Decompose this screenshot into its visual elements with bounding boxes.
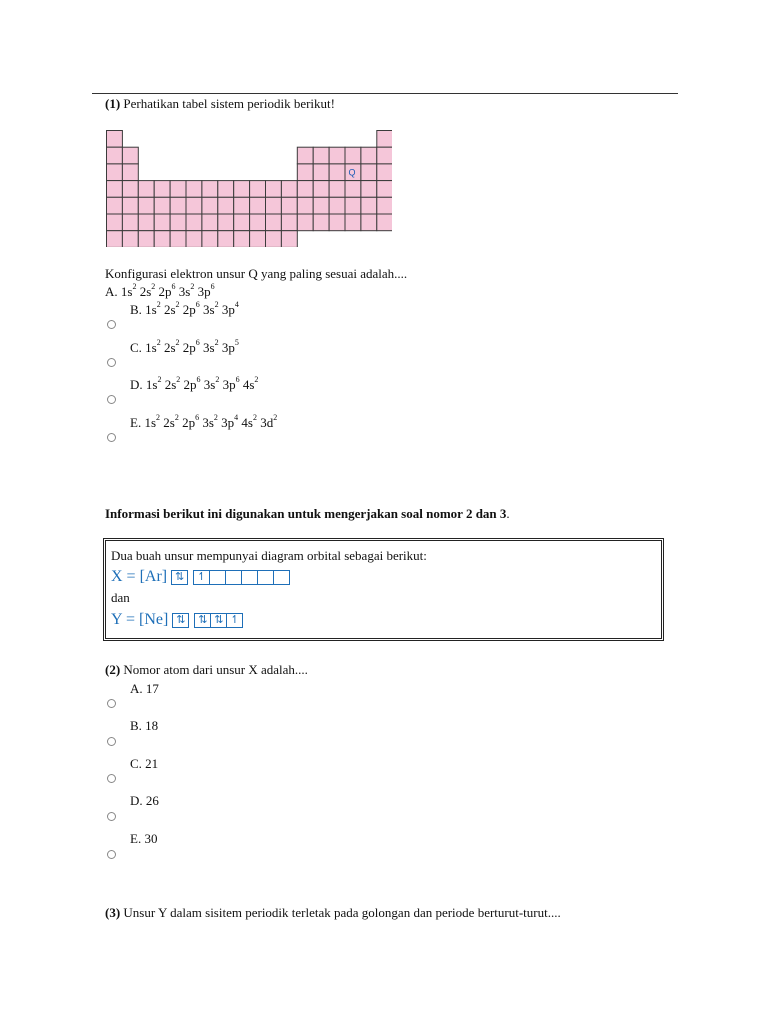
orbital-term: $2p^6$ [182,338,200,355]
orbital-intro: Dua buah unsur mempunyai diagram orbital sebagai berikut: [111,548,427,563]
question-3-text: Unsur Y dalam sisitem periodik terletak pada golongan dan periode berturut-turut.... [123,905,561,920]
periodic-cell [154,214,170,231]
periodic-cell [107,147,123,164]
orbital-term: $3d^2$ [260,413,278,430]
orbital-term: $2p^6$ [158,282,176,299]
orbital-term: $3s^2$ [203,338,219,355]
q1-option-d [130,377,258,393]
orbital-term: $1s^2$ [145,300,161,317]
periodic-cell [297,214,313,231]
periodic-cell [266,197,282,214]
q1-option-d-letter: D. [130,377,143,392]
periodic-cell [138,197,154,214]
periodic-cell [234,197,250,214]
orbital-y-label: Y = [Ne] [111,611,169,628]
q1-option-e [130,415,277,431]
periodic-cell [329,197,345,214]
orbital-term: $2s^2$ [163,300,180,317]
periodic-cell [361,214,377,231]
periodic-cell [202,214,218,231]
periodic-cell [266,181,282,198]
periodic-cell [297,164,313,181]
periodic-cell [281,231,297,247]
question-1-number: (1) [105,96,121,111]
orbital-y-3s [172,611,188,628]
q1-option-d-radio[interactable] [107,395,116,404]
q2-option-d-value: 26 [145,793,159,808]
q2-option-c-radio[interactable] [107,774,116,783]
q1-option-b-radio[interactable] [107,320,116,329]
q1-option-b-letter: B. [130,302,142,317]
periodic-cell [345,197,361,214]
periodic-cell [313,197,329,214]
orbital-term: $3s^2$ [202,413,218,430]
orbital-term: $4s^2$ [242,375,259,392]
q2-option-c [130,756,158,772]
periodic-cell [202,231,218,247]
orbital-term: $3p^4$ [221,413,239,430]
periodic-cell [122,164,138,181]
orbital-term: $3s^2$ [203,375,220,392]
q1-option-e-config [144,415,277,430]
periodic-cell [313,147,329,164]
orbital-y-3p [194,611,242,628]
periodic-cell [186,181,202,198]
orbital-box: ⇅ [172,613,189,628]
q2-option-b-letter: B. [130,718,142,733]
periodic-cell [297,197,313,214]
orbital-term: $3p^6$ [197,282,215,299]
periodic-cell [329,164,345,181]
orbital-term: $4s^2$ [241,413,257,430]
periodic-cell [377,164,392,181]
periodic-cell [234,231,250,247]
orbital-term: $3p^4$ [221,300,239,317]
orbital-term: $2p^6$ [182,300,200,317]
question-2-number: (2) [105,662,121,677]
q1-option-e-letter: E. [130,415,142,430]
periodic-cell [122,214,138,231]
orbital-box [225,570,242,585]
periodic-cell [297,147,313,164]
periodic-cell [313,181,329,198]
periodic-cell [218,231,234,247]
question-2-text: Nomor atom dari unsur X adalah.... [123,662,308,677]
orbital-y-row [111,611,242,629]
orbital-box: ↿ [193,570,210,585]
q2-option-c-letter: C. [130,756,142,771]
q2-option-d-letter: D. [130,793,143,808]
periodic-cell [281,181,297,198]
periodic-cell [345,181,361,198]
periodic-cell [107,164,123,181]
periodic-cell [281,197,297,214]
periodic-cell [107,214,123,231]
orbital-term: $2s^2$ [163,338,180,355]
orbital-term: $1s^2$ [120,282,137,299]
info-heading: Informasi berikut ini digunakan untuk mengerjakan soal nomor 2 dan 3. [105,506,510,521]
orbital-term: $2s^2$ [139,282,156,299]
orbital-term: $3s^2$ [178,282,195,299]
periodic-cell [250,231,266,247]
periodic-cell [186,197,202,214]
periodic-cell [266,214,282,231]
question-2 [105,662,308,678]
orbital-box: ↿ [226,613,243,628]
orbital-info-box [103,538,664,641]
periodic-cell [202,197,218,214]
periodic-cell [250,181,266,198]
periodic-cell [122,147,138,164]
periodic-cell [329,181,345,198]
periodic-cell [170,197,186,214]
periodic-cell [107,131,123,148]
q2-option-e-letter: E. [130,831,142,846]
orbital-term: $1s^2$ [145,338,161,355]
periodic-cell [138,231,154,247]
q1-option-e-radio[interactable] [107,433,116,442]
question-3 [105,905,561,921]
q1-option-c-letter: C. [130,340,142,355]
periodic-cell [186,231,202,247]
periodic-cell [107,231,123,247]
q2-option-b-value: 18 [145,718,159,733]
periodic-cell [377,197,392,214]
orbital-x-row [111,568,289,586]
periodic-cell [107,197,123,214]
q1-option-a-letter: A. [105,284,118,299]
orbital-term: $3s^2$ [203,300,219,317]
periodic-cell [266,231,282,247]
periodic-cell [218,197,234,214]
orbital-box [241,570,258,585]
orbital-box [257,570,274,585]
periodic-cell [154,231,170,247]
orbital-term: $1s^2$ [145,375,162,392]
q2-option-e-value: 30 [144,831,158,846]
q2-option-c-value: 21 [145,756,159,771]
periodic-cell [329,214,345,231]
orbital-box: ⇅ [171,570,188,585]
periodic-cell [361,181,377,198]
periodic-table [106,130,392,247]
orbital-x-label: X = [Ar] [111,568,168,585]
periodic-cell [345,147,361,164]
periodic-cell [170,181,186,198]
periodic-cell [281,214,297,231]
periodic-cell [154,197,170,214]
orbital-box: ⇅ [210,613,227,628]
periodic-cell [138,181,154,198]
orbital-term: $2p^6$ [183,375,201,392]
periodic-cell [202,181,218,198]
q1-option-b-config [145,302,239,317]
periodic-cell [122,197,138,214]
periodic-cell [329,147,345,164]
periodic-cell [297,181,313,198]
q1-option-c-config [145,340,239,355]
periodic-cell [377,214,392,231]
periodic-cell [154,181,170,198]
periodic-cell [313,164,329,181]
q2-option-b [130,718,158,734]
q2-option-a-letter: A. [130,681,143,696]
q2-option-e [130,831,157,847]
q2-option-a-value: 17 [145,681,159,696]
periodic-cell [107,181,123,198]
orbital-term: $2p^6$ [182,413,200,430]
periodic-cell [345,214,361,231]
orbital-x-4s [171,568,187,585]
orbital-box: ⇅ [194,613,211,628]
q2-option-b-radio[interactable] [107,737,116,746]
element-q-label: Q [348,167,356,178]
periodic-cell [234,214,250,231]
periodic-cell [361,197,377,214]
orbital-term: $2s^2$ [163,413,179,430]
question-1-prompt-text: Perhatikan tabel sistem periodik berikut! [123,96,335,111]
periodic-cell [377,181,392,198]
q2-option-a [130,681,159,697]
periodic-cell [170,214,186,231]
orbital-box [273,570,290,585]
periodic-cell [313,214,329,231]
periodic-cell [122,231,138,247]
top-rule [92,93,678,94]
q1-option-c-radio[interactable] [107,358,116,367]
info-heading-text: Informasi berikut ini digunakan untuk mengerjakan soal nomor 2 dan 3 [105,506,507,521]
periodic-cell [186,214,202,231]
orbital-and: dan [111,590,130,605]
periodic-cell [138,214,154,231]
orbital-term: $2s^2$ [164,375,181,392]
q2-option-e-radio[interactable] [107,850,116,859]
question-1-prompt [105,96,335,112]
q2-option-a-radio[interactable] [107,699,116,708]
question-3-number: (3) [105,905,121,920]
q1-option-c [130,340,239,356]
q1-option-a-config [121,284,215,299]
orbital-x-3d [193,568,289,585]
orbital-term: $3p^5$ [221,338,239,355]
q1-option-d-config [146,377,259,392]
periodic-cell [377,147,392,164]
periodic-cell [377,131,392,148]
q1-option-b [130,302,239,318]
periodic-cell [250,214,266,231]
q2-option-d-radio[interactable] [107,812,116,821]
question-1-text: Konfigurasi elektron unsur Q yang paling sesuai adalah.... [105,266,408,281]
q1-option-a [105,284,215,300]
q2-option-d [130,793,159,809]
periodic-cell [361,147,377,164]
periodic-cell [361,164,377,181]
periodic-cell [170,231,186,247]
periodic-cell [218,181,234,198]
orbital-term: $3p^6$ [222,375,240,392]
orbital-box [209,570,226,585]
periodic-cell [234,181,250,198]
periodic-cell [122,181,138,198]
orbital-term: $1s^2$ [144,413,161,430]
periodic-cell [218,214,234,231]
periodic-cell [250,197,266,214]
